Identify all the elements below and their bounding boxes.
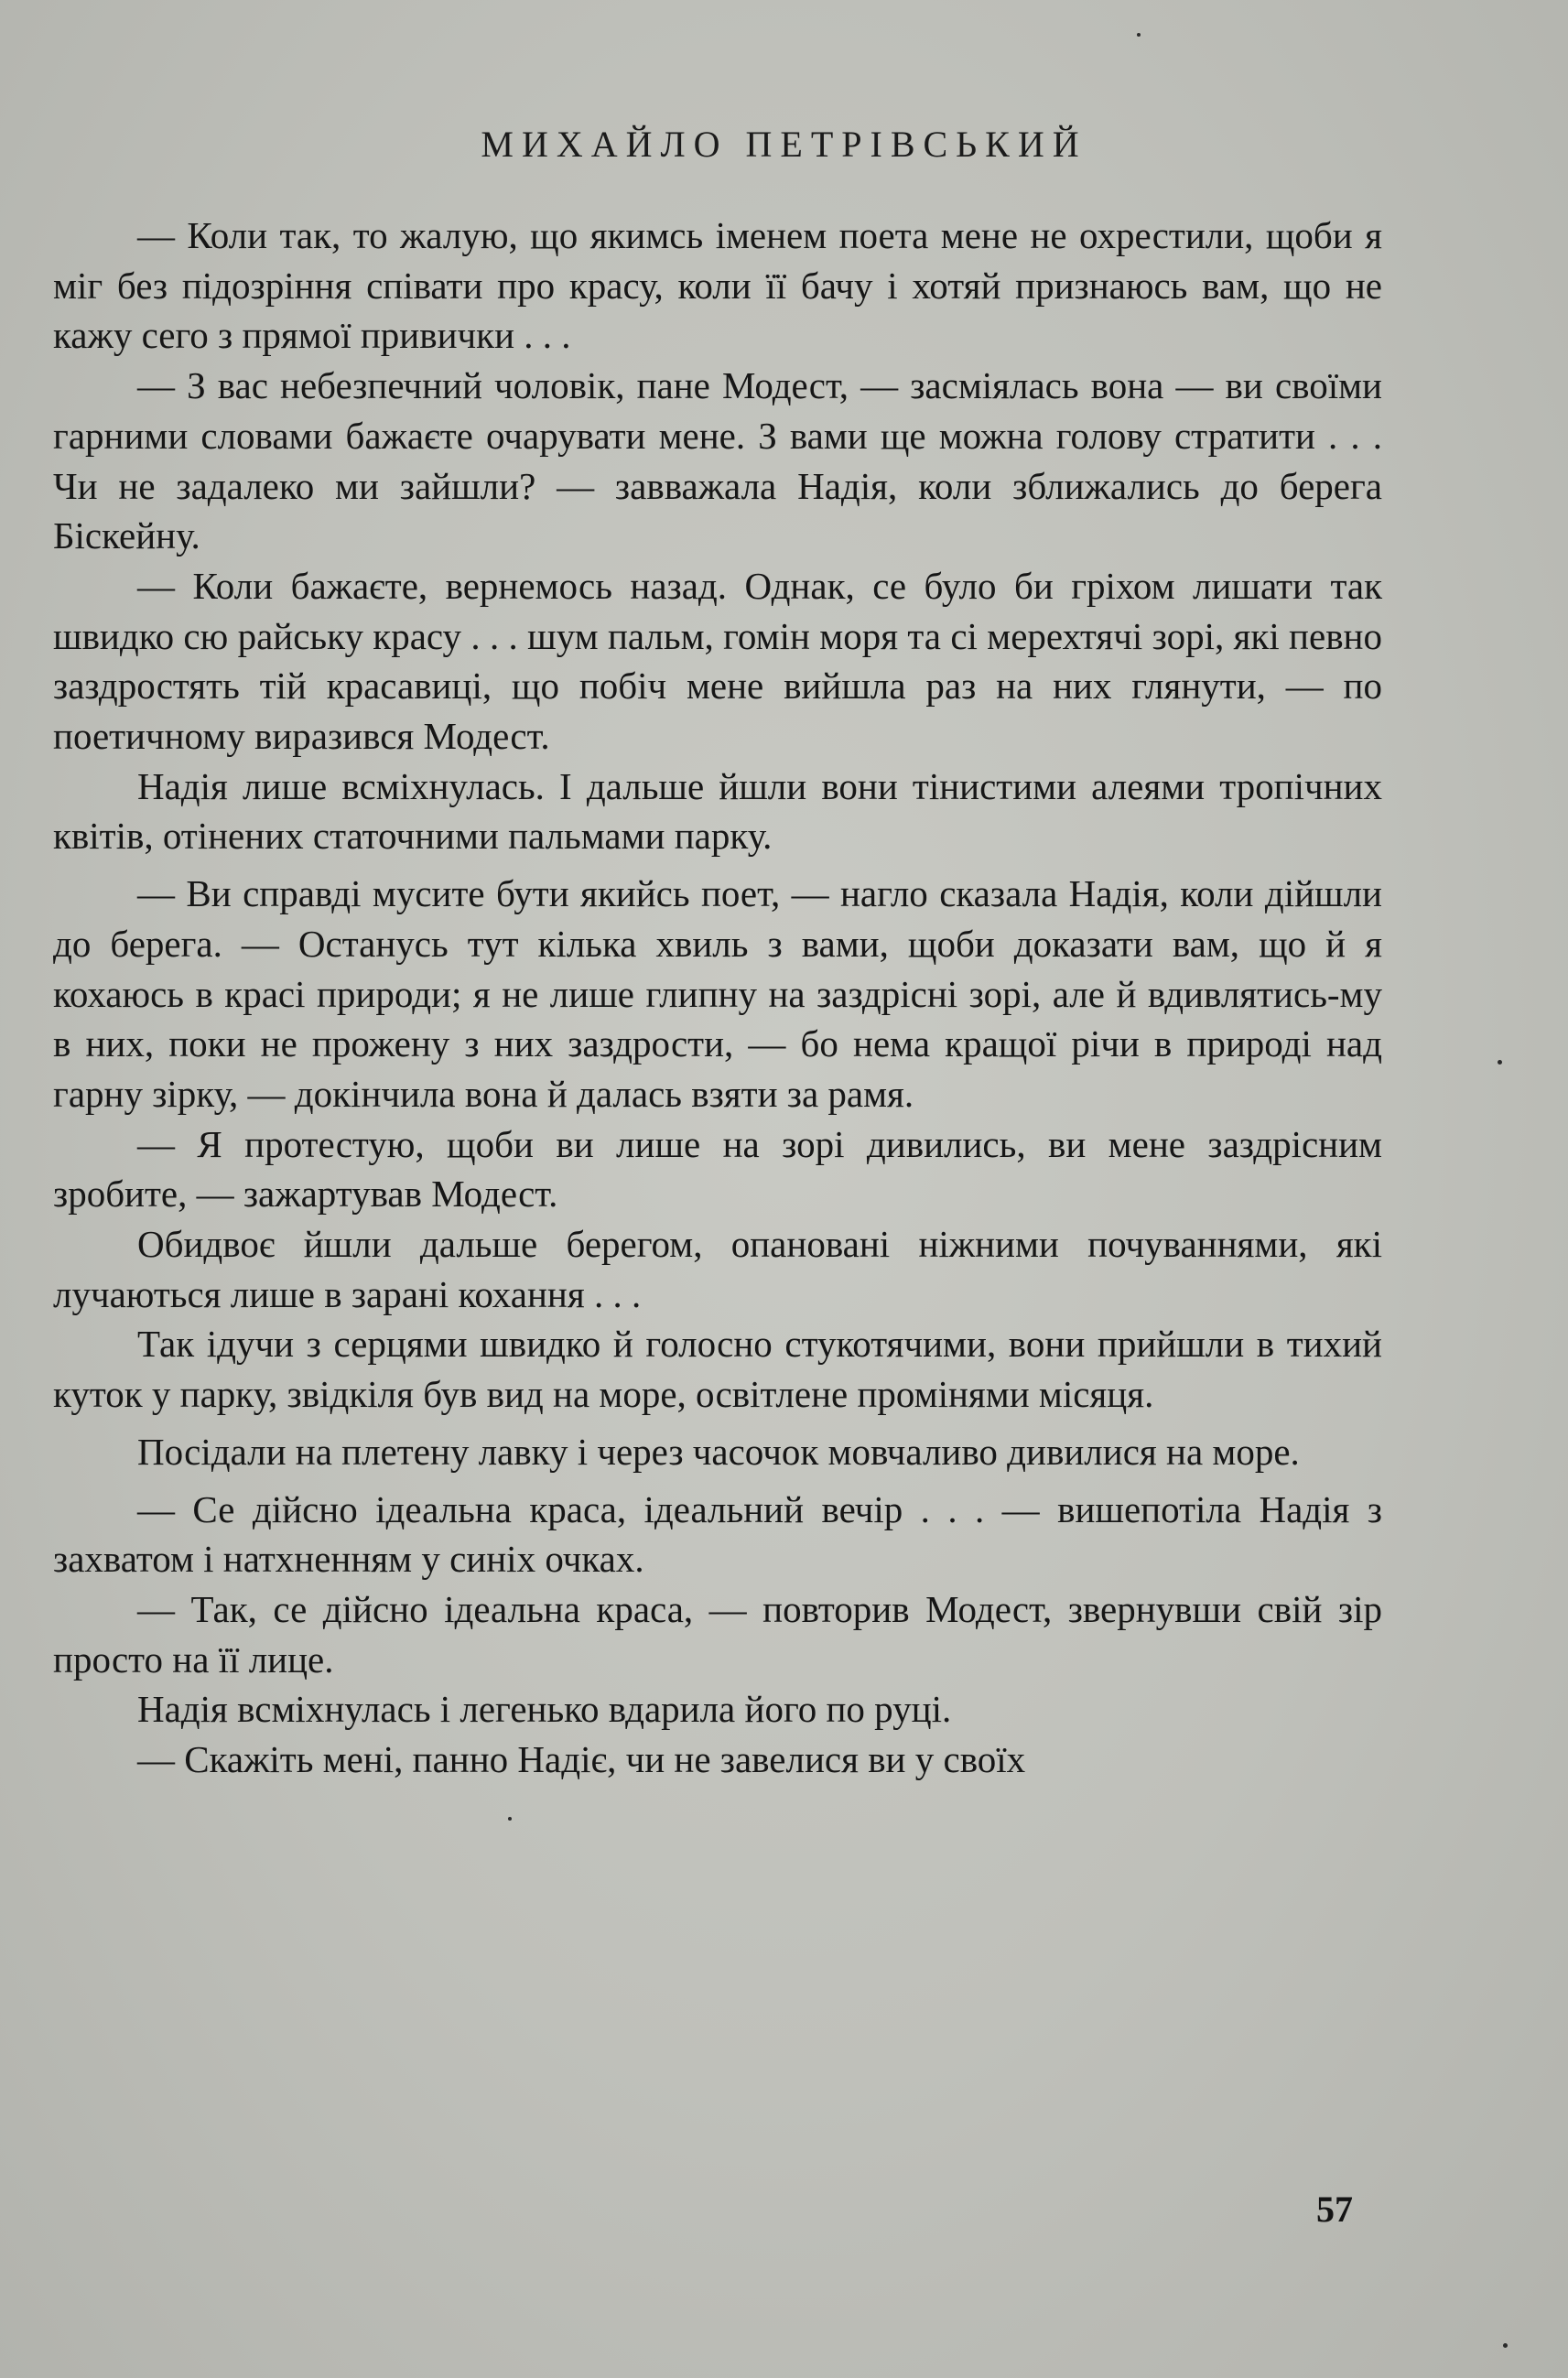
paragraph: Так ідучи з серцями швидко й голосно стукотячими, вони прийшли в тихий куток у парку, звідкіля був вид на море, освітлене промінями місяця. xyxy=(53,1323,1382,1416)
print-speck xyxy=(1503,2343,1508,2348)
paragraph: Надія всміхнулась і легенько вдарила його по руці. xyxy=(137,1688,952,1731)
paragraph: — Скажіть мені, панно Надіє, чи не завелися ви у своїх xyxy=(137,1738,1026,1781)
paragraph: — Коли так, то жалую, що якимсь іменем поета мене не охрестили, щоби я міг без підозріння співати про красу, коли її бачу і хотяй признаюсь вам, що не кажу сего з прямої привички . . . xyxy=(53,214,1382,357)
paragraph: — З вас небезпечний чоловік, пане Модест, — засміялась вона — ви своїми гарними словами бажаєте очарувати мене. З вами ще можна голову стратити . . . Чи не задалеко ми зайшли? — завважала Надія, коли зближались до берега Біскейну. xyxy=(53,364,1382,557)
print-speck xyxy=(1137,33,1141,37)
paragraph: — Ви справді мусите бути якийсь поет, — нагло сказала Надія, коли дійшли до берега. — Останусь тут кілька хвиль з вами, щоби доказати вам, що й я кохаюсь в красі природи; я не лише глипну на заздрісні зорі, але й вдивлятись-му в них, поки не прожену з них заздрости, — бо нема кращої річи в природі над гарну зірку, — докінчила вона й далась взяти за рамя. xyxy=(53,872,1382,1115)
paragraph: — Се дійсно ідеальна краса, ідеальний вечір . . . — вишепотіла Надія з захватом і натхненням у синіх очках. xyxy=(53,1487,1382,1581)
paragraph: Надія лише всміхнулась. І дальше йшли вони тінистими алеями тропічних квітів, отінених статочними пальмами парку. xyxy=(53,764,1382,858)
paragraph: — Я протестую, щоби ви лише на зорі дивились, ви мене заздрісним зробите, — зажартував Модест. xyxy=(53,1122,1382,1216)
print-speck xyxy=(1498,1060,1502,1065)
paragraph: — Так, се дійсно ідеальна краса, — повторив Модест, звернувши свій зір просто на її лице. xyxy=(53,1587,1382,1681)
paragraph: Посідали на плетену лавку і через часочок мовчаливо дивилися на море. xyxy=(137,1430,1300,1473)
paragraph: Обидвоє йшли дальше берегом, опановані ніжними почуваннями, які лучаються лише в зарані кохання . . . xyxy=(53,1223,1382,1315)
print-speck xyxy=(508,1817,512,1821)
body-text xyxy=(53,211,1382,1785)
paragraph: — Коли бажаєте, вернемось назад. Однак, се було би гріхом лишати так швидко сю райську красу . . . шум пальм, гомін моря та сі мерехтячі зорі, які певно заздростять тій красавиці, що побіч мене вийшла раз на них глянути, — по поетичному виразився Модест. xyxy=(53,564,1382,758)
page-number: 57 xyxy=(1316,2189,1353,2230)
running-head: МИХАЙЛО ПЕТРІВСЬКИЙ xyxy=(481,124,1087,165)
